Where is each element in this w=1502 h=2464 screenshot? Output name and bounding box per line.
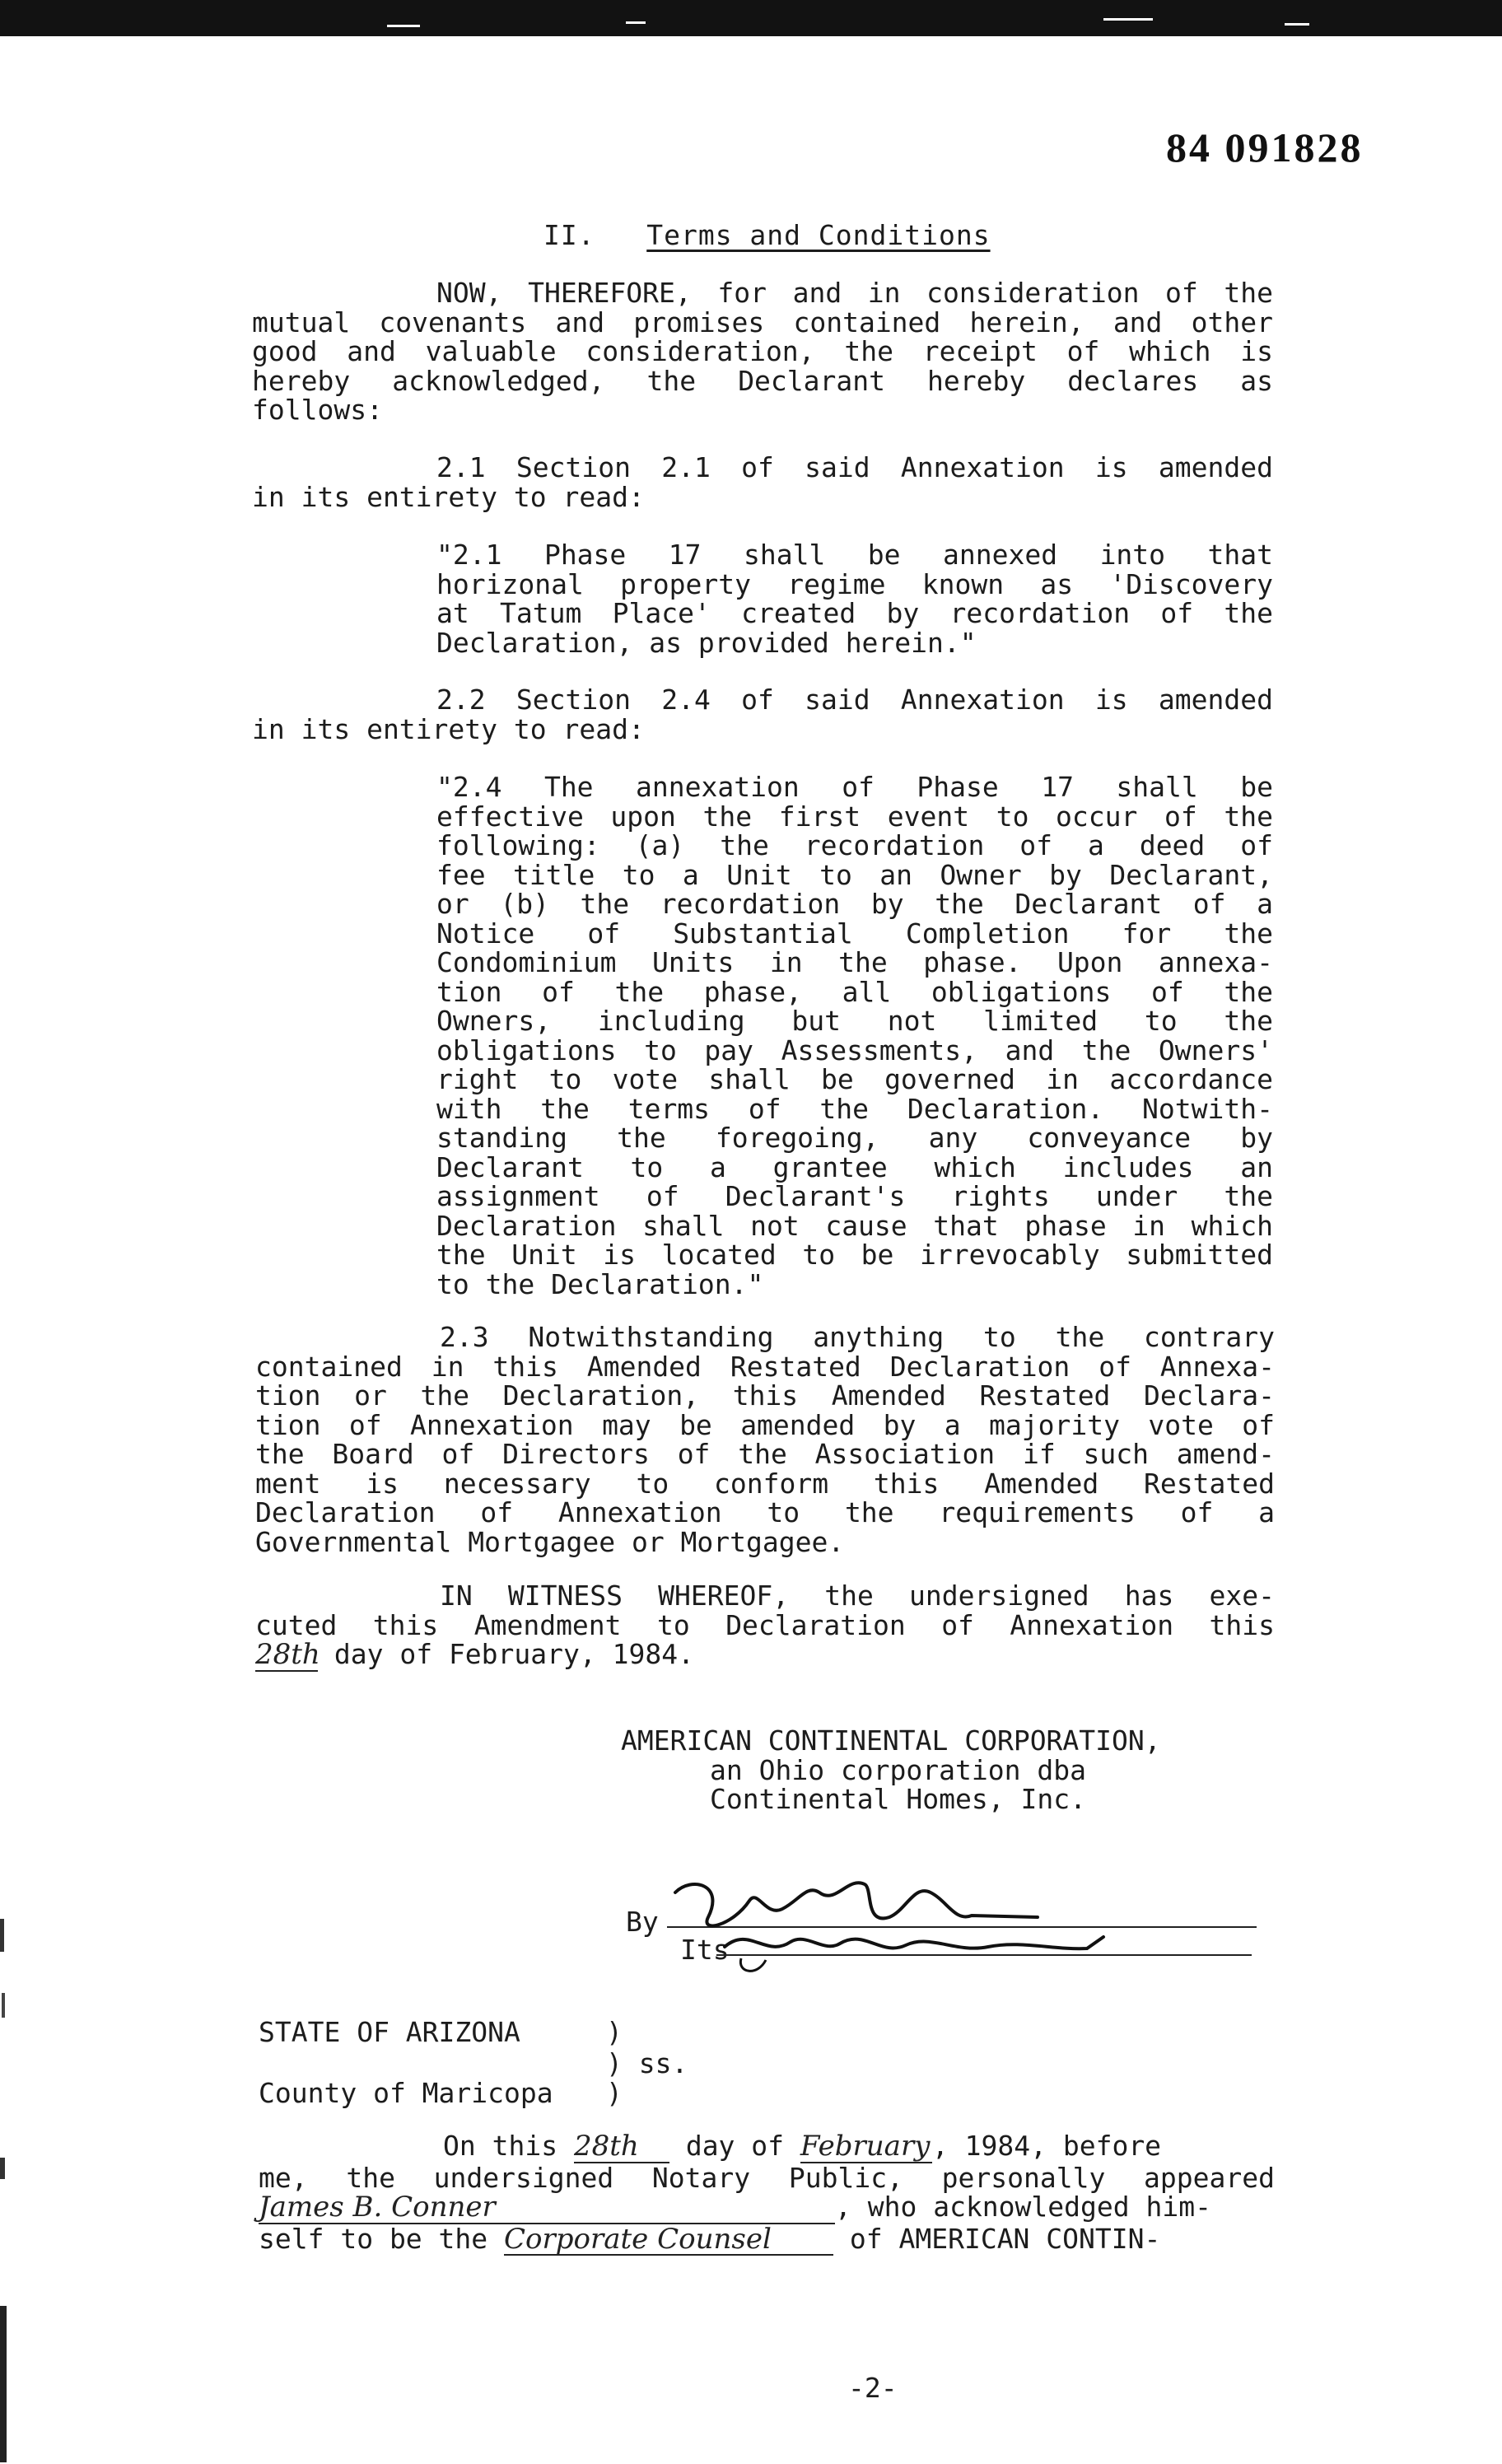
text-line: 2.3 Notwithstanding anything to the contrary [440,1321,1275,1353]
text-line: follows: [252,394,383,426]
text-line: Declarant to a grantee which includes an [436,1150,1273,1183]
venue-state: STATE OF ARIZONA [259,2016,520,2048]
section-2-1-intro [252,453,1273,511]
text-line: "2.1 Phase 17 shall be annexed into that [436,539,1273,571]
handwritten-title: Corporate Counsel [504,2225,833,2256]
corporation-dba: Continental Homes, Inc. [710,1783,1086,1815]
venue-paren: ) [606,2016,623,2048]
text-line: the Board of Directors of the Association if such amend- [255,1438,1275,1470]
text-line: to the Declaration." [436,1267,764,1300]
its-label: Its [680,1934,730,1966]
text-line: horizonal property regime known as 'Discovery [436,567,1273,600]
text-line: hereby acknowledged, the Declarant hereby declares as [252,364,1273,397]
preamble-paragraph [252,278,1273,425]
text-line [255,1640,1275,1672]
text-line: effective upon the first event to occur of the [436,800,1273,833]
corporation-type: an Ohio corporation dba [710,1753,1086,1786]
signature-area [626,1868,1268,1983]
text-line: Declaration of Annexation to the requirements of a [255,1496,1275,1528]
section-number: II. [543,219,595,251]
section-title: Terms and Conditions [646,219,991,251]
text-line [259,2192,1275,2224]
text-line: 2.1 Section 2.1 of said Annexation is amended [436,451,1273,483]
text-line: cuted this Amendment to Declaration of Annexation this [255,1608,1275,1641]
text-line: Notice of Substantial Completion for the [436,917,1273,950]
section-heading [543,219,991,251]
text-line: Governmental Mortgagee or Mortgagee. [255,1525,845,1558]
text-line: tion or the Declaration, this Amended Restated Declara- [255,1379,1275,1412]
text-line: mutual covenants and promises contained herein, and other [252,306,1273,338]
section-2-3-paragraph [255,1323,1275,1556]
section-2-1-quote [436,540,1273,657]
text-fragment: of AMERICAN CONTIN- [833,2222,1161,2255]
scan-top-border [0,0,1502,36]
venue-ss: ) ss. [606,2047,688,2079]
text-line: tion of Annexation may be amended by a majority vote of [255,1408,1275,1441]
handwritten-name: James B. Conner [259,2193,835,2224]
text-line: Owners, including but not limited to the [436,1005,1273,1037]
text-fragment: , who acknowledged him- [835,2191,1211,2223]
handwritten-day: 28th [255,1638,320,1671]
scan-edge-marks [0,0,10,2464]
text-fragment: day of February, 1984. [318,1638,694,1670]
text-line: following: (a) the recordation of a deed of [436,829,1273,861]
text-fragment: , 1984, before [931,2130,1162,2162]
text-line: or (b) the recordation by the Declarant of a [436,888,1273,920]
text-line: tion of the phase, all obligations of the [436,975,1273,1008]
page-number: -2- [848,2372,898,2404]
text-line: with the terms of the Declaration. Notwith- [436,1092,1273,1125]
text-line: NOW, THEREFORE, for and in consideration of the [436,277,1273,309]
venue-county: County of Maricopa [259,2077,553,2109]
text-line: Declaration shall not cause that phase in which [436,1209,1273,1242]
text-fragment: self to be the [259,2222,505,2255]
text-line: IN WITNESS WHEREOF, the undersigned has exe- [440,1580,1275,1612]
text-fragment: day of [669,2130,800,2162]
text-line: contained in this Amended Restated Declaration of Annexa- [255,1350,1275,1383]
handwritten-month: February [800,2132,932,2163]
text-line: me, the undersigned Notary Public, personally appeared [259,2161,1275,2194]
text-line: "2.4 The annexation of Phase 17 shall be [436,771,1273,803]
text-line: standing the foregoing, any conveyance by [436,1122,1273,1154]
text-line: good and valuable consideration, the receipt of which is [252,335,1273,367]
witness-paragraph [255,1581,1275,1672]
corporation-block [621,1726,1296,1814]
text-line [259,2224,1275,2256]
text-line: Declaration, as provided herein." [436,626,977,659]
handwritten-signature-icon [642,1868,1268,1983]
text-line: 2.2 Section 2.4 of said Annexation is amended [436,684,1273,716]
corporation-name: AMERICAN CONTINENTAL CORPORATION, [621,1724,1161,1757]
handwritten-day: 28th [574,2132,669,2163]
section-2-4-quote [436,772,1273,1299]
section-2-2-intro [252,685,1273,744]
document-number: 84 091828 [1166,124,1364,170]
text-fragment: On this [443,2130,574,2162]
notary-paragraph [259,2131,1275,2256]
text-line: at Tatum Place' created by recordation of the [436,597,1273,629]
text-line: fee title to a Unit to an Owner by Declarant, [436,858,1273,891]
text-line: Condominium Units in the phase. Upon annexa- [436,946,1273,978]
text-line [259,2131,1275,2163]
text-line: ment is necessary to conform this Amended Restated [255,1467,1275,1500]
text-line: right to vote shall be governed in accordance [436,1063,1273,1095]
by-label: By [626,1906,659,1938]
text-line: assignment of Declarant's rights under the [436,1180,1273,1212]
venue-paren: ) [606,2077,623,2109]
text-line: the Unit is located to be irrevocably submitted [436,1239,1273,1271]
text-line: obligations to pay Assessments, and the Owners' [436,1034,1273,1066]
text-line: in its entirety to read: [252,712,645,745]
text-line: in its entirety to read: [252,480,645,513]
